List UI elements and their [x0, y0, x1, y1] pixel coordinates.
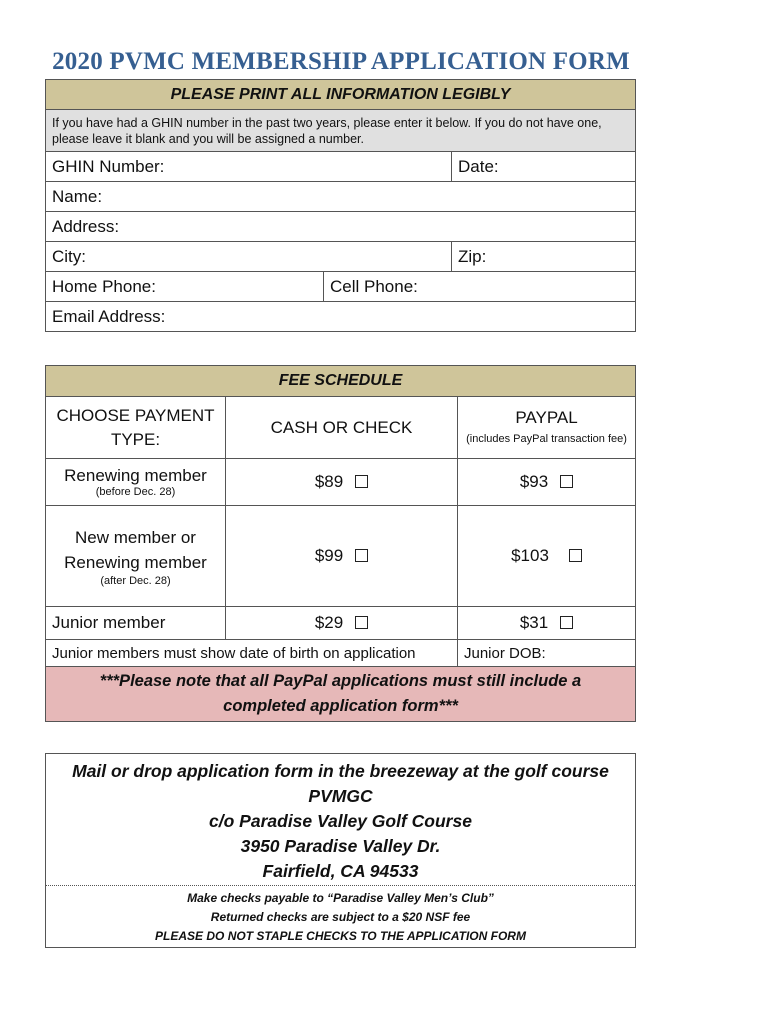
junior-cash-option [226, 607, 458, 640]
new-cash-checkbox[interactable] [355, 549, 368, 562]
row-sublabel: (after Dec. 28) [100, 575, 171, 587]
row-label: Renewing member [64, 466, 207, 485]
check-notes [46, 889, 635, 946]
nsf-fee-note: Returned checks are subject to a $20 NSF fee [210, 910, 471, 924]
no-staple-note: PLEASE DO NOT STAPLE CHECKS TO THE APPLICATION FORM [155, 929, 526, 943]
new-paypal-option [458, 506, 636, 607]
junior-paypal-option [458, 607, 636, 640]
mail-instruction: Mail or drop application form in the breezeway at the golf course [72, 761, 609, 781]
info-header: PLEASE PRINT ALL INFORMATION LEGIBLY [46, 80, 636, 110]
price: $103 [511, 546, 549, 565]
mail-city: Fairfield, CA 94533 [262, 861, 419, 881]
paypal-fee-note: (includes PayPal transaction fee) [466, 433, 627, 445]
home-phone-field[interactable]: Home Phone: [46, 272, 324, 302]
divider [46, 885, 635, 886]
price: $93 [519, 472, 549, 491]
ghin-note: If you have had a GHIN number in the past two years, please enter it below. If you do not have one, please leave it blank and you will be assigned a number. [46, 110, 636, 152]
mailing-address-block [46, 754, 635, 884]
mail-street: 3950 Paradise Valley Dr. [240, 836, 441, 856]
ghin-number-field[interactable]: GHIN Number: [46, 152, 452, 182]
junior-dob-field[interactable]: Junior DOB: [458, 640, 636, 667]
paypal-warning: ***Please note that all PayPal applications must still include a completed application form*** [46, 667, 636, 722]
junior-cash-checkbox[interactable] [355, 616, 368, 629]
junior-member-label: Junior member [46, 607, 226, 640]
date-field[interactable]: Date: [452, 152, 636, 182]
mail-care-of: c/o Paradise Valley Golf Course [209, 811, 472, 831]
name-field[interactable]: Name: [46, 182, 636, 212]
email-field[interactable]: Email Address: [46, 302, 636, 332]
row-sublabel: (before Dec. 28) [95, 486, 176, 498]
price: $31 [519, 613, 549, 632]
renewing-member-cell [46, 459, 226, 506]
paypal-heading: PAYPAL [515, 408, 578, 427]
price: $89 [314, 472, 344, 491]
renewing-cash-option [226, 459, 458, 506]
new-paypal-checkbox[interactable] [569, 549, 582, 562]
fee-header: FEE SCHEDULE [46, 366, 636, 397]
row-label: New member or Renewing member [64, 528, 207, 572]
renewing-paypal-option [458, 459, 636, 506]
address-field[interactable]: Address: [46, 212, 636, 242]
mail-recipient: PVMGC [308, 786, 373, 806]
zip-field[interactable]: Zip: [452, 242, 636, 272]
renewing-paypal-checkbox[interactable] [560, 475, 573, 488]
price: $99 [314, 546, 344, 565]
payment-type-heading: CHOOSE PAYMENT TYPE: [46, 397, 226, 459]
cell-phone-field[interactable]: Cell Phone: [324, 272, 636, 302]
junior-dob-note: Junior members must show date of birth on application [46, 640, 458, 667]
form-title: 2020 PVMC MEMBERSHIP APPLICATION FORM [52, 48, 630, 75]
check-payable-note: Make checks payable to “Paradise Valley Men’s Club” [187, 891, 494, 905]
junior-paypal-checkbox[interactable] [560, 616, 573, 629]
city-field[interactable]: City: [46, 242, 452, 272]
mailing-instructions [45, 753, 636, 948]
cash-check-heading: CASH OR CHECK [226, 397, 458, 459]
renewing-cash-checkbox[interactable] [355, 475, 368, 488]
applicant-info-table [45, 79, 636, 332]
new-member-cell [46, 506, 226, 607]
price: $29 [314, 613, 344, 632]
new-cash-option [226, 506, 458, 607]
paypal-heading-cell [458, 397, 636, 459]
fee-schedule-table [45, 365, 636, 722]
